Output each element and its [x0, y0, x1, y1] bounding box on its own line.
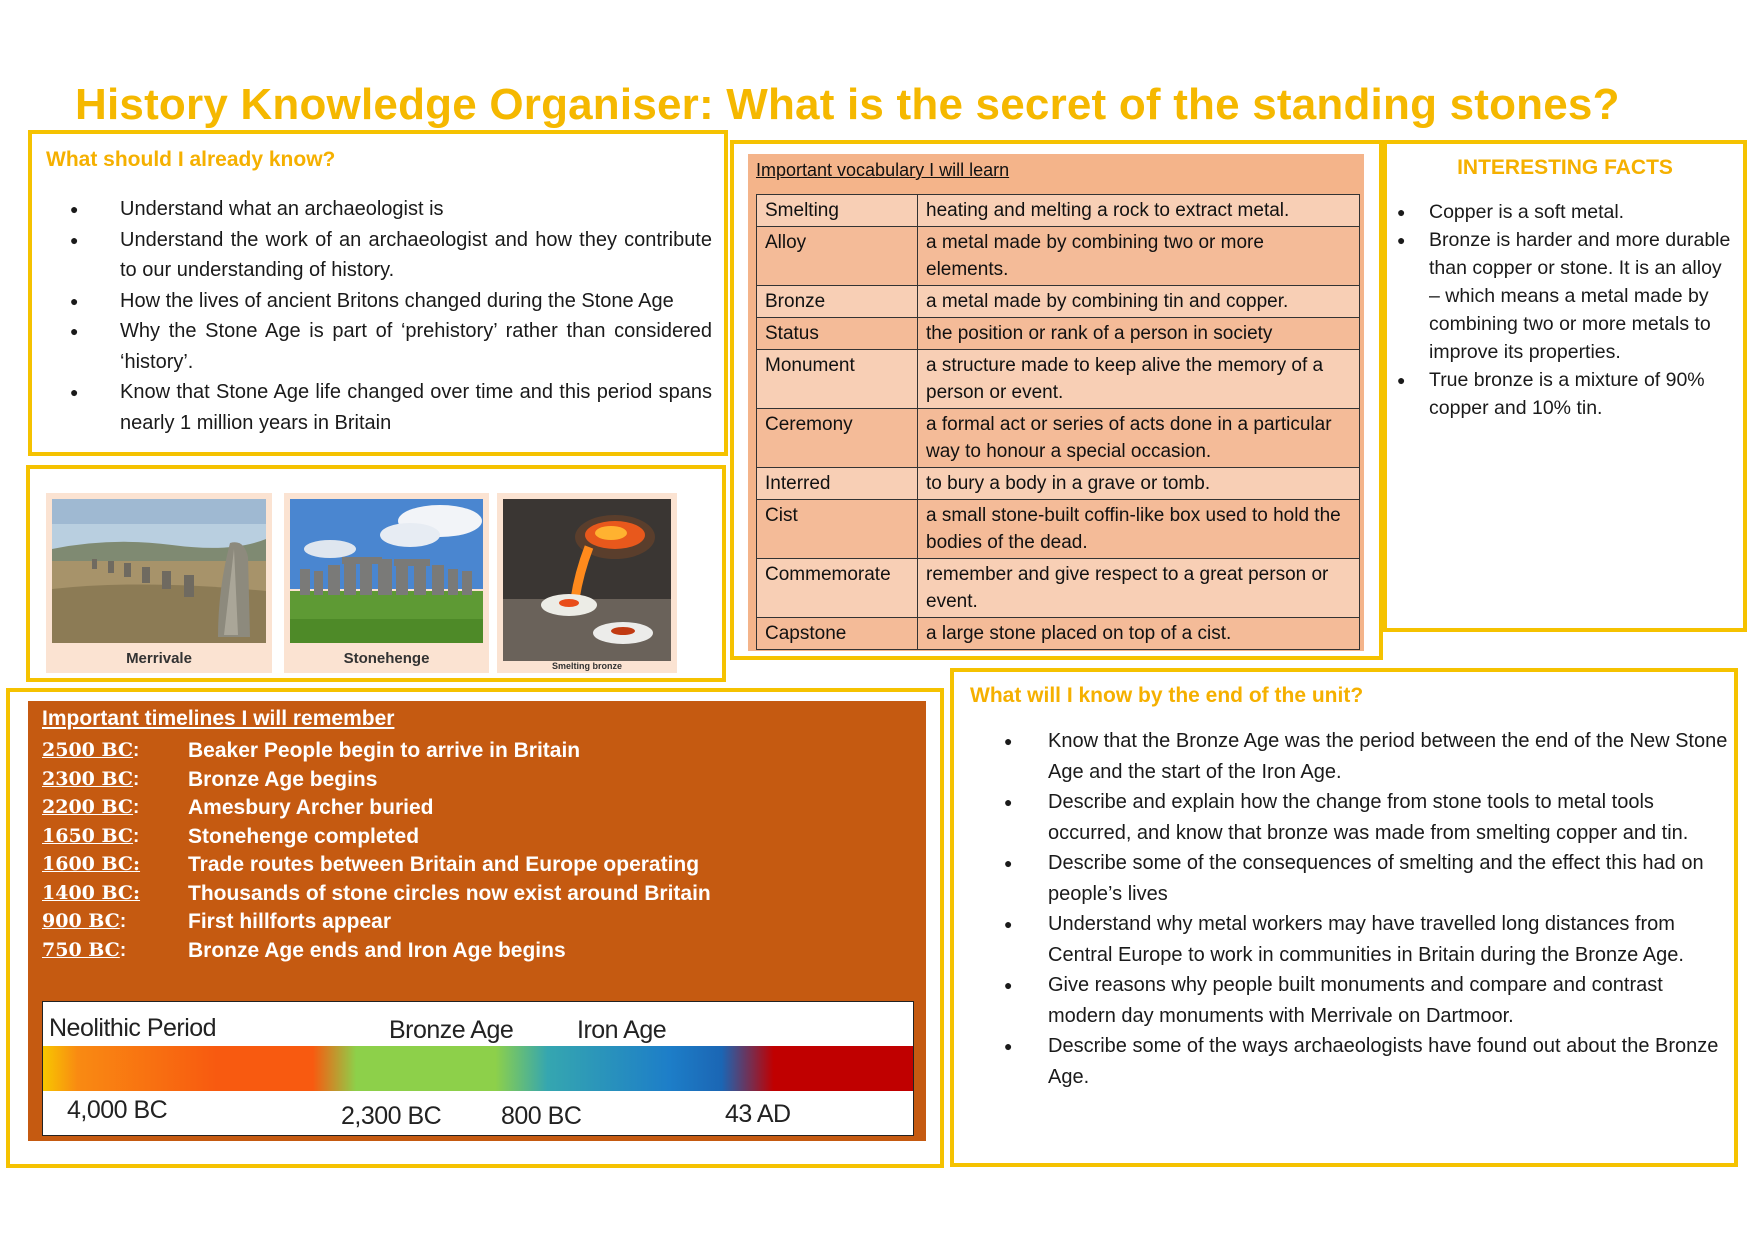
list-item: ● Bronze is harder and more durable than copper or stone. It is an alloy – which means a metal made by combining two or more metals to improve its properties. [1381, 226, 1731, 366]
vocabulary-term: Cist [757, 500, 918, 559]
list-item: ● Why the Stone Age is part of ‘prehistory’ rather than considered ‘history’. [42, 316, 712, 377]
timeline-date-separator: : [133, 768, 140, 790]
vocabulary-definition: a formal act or series of acts done in a particular way to honour a special occasion. [918, 409, 1360, 468]
vocabulary-term: Smelting [757, 195, 918, 227]
timeline-event: Amesbury Archer buried [188, 796, 434, 819]
vocabulary-row [757, 500, 1360, 559]
timeline-date-text: 900 BC [42, 910, 120, 932]
timeline-event: Thousands of stone circles now exist around Britain [188, 881, 711, 905]
vocabulary-row [757, 350, 1360, 409]
vocabulary-row [757, 318, 1360, 350]
timeline-date-text: 750 BC [42, 938, 120, 961]
timeline-date-separator: : [119, 911, 127, 932]
vocabulary-definition: a structure made to keep alive the memory of a person or event. [918, 350, 1360, 409]
vocabulary-table [756, 194, 1360, 650]
bronze-age-label: Bronze Age [389, 1016, 514, 1044]
date-label: 2,300 BC [341, 1102, 442, 1130]
merrivale-image [52, 499, 266, 643]
timeline-date-text: 1650 BC [42, 824, 134, 847]
timeline-date [42, 825, 172, 848]
images-box [26, 465, 726, 682]
timeline-date [42, 910, 172, 933]
list-item: ● Understand what an archaeologist is [42, 194, 712, 225]
merrivale-photo [46, 493, 272, 673]
timeline-event: Trade routes between Britain and Europe operating [188, 853, 700, 876]
vocabulary-term: Capstone [757, 618, 918, 650]
list-item: ● True bronze is a mixture of 90% copper and 10% tin. [1381, 366, 1731, 422]
list-item: ● Know that Stone Age life changed over time and this period spans nearly 1 million years in Britain [42, 377, 712, 438]
timeline-date [42, 768, 172, 791]
vocabulary-row [757, 559, 1360, 618]
list-item: ● How the lives of ancient Britons changed during the Stone Age [42, 286, 712, 317]
timeline-date [42, 853, 172, 875]
list-item: ● Copper is a soft metal. [1381, 198, 1731, 226]
vocabulary-term: Bronze [757, 286, 918, 318]
smelting-image [503, 499, 671, 661]
already-know-box [28, 130, 728, 456]
timeline-date [42, 939, 172, 962]
vocabulary-row [757, 227, 1360, 286]
timeline-event: Bronze Age ends and Iron Age begins [188, 938, 566, 962]
facts-heading: INTERESTING FACTS [1457, 156, 1673, 179]
already-know-heading: What should I already know? [46, 148, 336, 171]
timeline-event: Beaker People begin to arrive in Britain [188, 739, 581, 762]
neolithic-label: Neolithic Period [49, 1014, 217, 1042]
stonehenge-photo [284, 493, 489, 673]
vocabulary-term: Commemorate [757, 559, 918, 618]
timelines-panel [28, 701, 926, 1141]
vocabulary-term: Interred [757, 468, 918, 500]
list-item: ● Describe some of the consequences of smelting and the effect this had on people’s lives [968, 848, 1728, 909]
timeline-gradient [43, 1046, 913, 1091]
date-label: 4,000 BC [67, 1096, 168, 1124]
facts-box [1383, 140, 1747, 632]
timeline-date-text: 2500 BC [42, 739, 134, 761]
timeline-date [42, 796, 172, 819]
vocabulary-definition: remember and give respect to a great person or event. [918, 559, 1360, 618]
timeline-date-separator: : [133, 797, 140, 818]
vocabulary-term: Ceremony [757, 409, 918, 468]
vocabulary-box [730, 140, 1383, 660]
timeline-date [42, 882, 172, 904]
vocabulary-definition: heating and melting a rock to extract metal. [918, 195, 1360, 227]
will-know-heading: What will I know by the end of the unit? [970, 684, 1364, 707]
vocabulary-definition: the position or rank of a person in society [918, 318, 1360, 350]
vocabulary-definition: a small stone-built coffin-like box used to hold the bodies of the dead. [918, 500, 1360, 559]
timeline-date-separator: : [133, 740, 140, 761]
stonehenge-image [290, 499, 483, 643]
list-item: ● Understand why metal workers may have travelled long distances from Central Europe to work in communities in Britain during the Bronze Age. [968, 909, 1728, 970]
list-item: ● Describe some of the ways archaeologists have found out about the Bronze Age. [968, 1031, 1728, 1092]
will-know-list [968, 726, 1728, 1092]
vocabulary-term: Alloy [757, 227, 918, 286]
timeline-date-separator: : [133, 825, 140, 847]
will-know-box [950, 668, 1738, 1167]
vocabulary-term: Status [757, 318, 918, 350]
timeline-event: Stonehenge completed [188, 824, 420, 848]
smelting-photo [497, 493, 677, 673]
list-item: ● Understand the work of an archaeologist and how they contribute to our understanding of history. [42, 225, 712, 286]
page-title: History Knowledge Organiser: What is the secret of the standing stones? [75, 80, 1620, 129]
timelines-heading: Important timelines I will remember [42, 707, 395, 730]
merrivale-caption: Merrivale [126, 650, 192, 667]
vocabulary-definition: a metal made by combining two or more elements. [918, 227, 1360, 286]
vocabulary-term: Monument [757, 350, 918, 409]
list-item: ● Describe and explain how the change from stone tools to metal tools occurred, and know that bronze was made from smelting copper and tin. [968, 787, 1728, 848]
vocabulary-row [757, 195, 1360, 227]
date-label: 43 AD [725, 1100, 791, 1128]
vocabulary-heading: Important vocabulary I will learn [756, 160, 1010, 180]
timeline-date-text: 2300 BC [42, 767, 134, 790]
vocabulary-definition: to bury a body in a grave or tomb. [918, 468, 1360, 500]
stonehenge-caption: Stonehenge [343, 650, 430, 667]
vocabulary-row [757, 409, 1360, 468]
timeline-date-text: 1400 BC: [42, 881, 141, 904]
iron-age-label: Iron Age [577, 1016, 667, 1044]
timeline-event: Bronze Age begins [188, 767, 378, 791]
timeline-date [42, 739, 172, 762]
vocabulary-definition: a metal made by combining tin and copper. [918, 286, 1360, 318]
timeline-date-text: 1600 BC: [42, 853, 141, 875]
vocabulary-definition: a large stone placed on top of a cist. [918, 618, 1360, 650]
vocabulary-row [757, 618, 1360, 650]
list-item: ● Know that the Bronze Age was the period between the end of the New Stone Age and the start of the Iron Age. [968, 726, 1728, 787]
vocabulary-row [757, 286, 1360, 318]
date-label: 800 BC [501, 1102, 582, 1130]
timeline-date-separator: : [119, 939, 127, 961]
vocabulary-panel [748, 154, 1364, 651]
timeline-event: First hillforts appear [188, 910, 392, 933]
vocabulary-row [757, 468, 1360, 500]
facts-list [1381, 198, 1731, 422]
already-know-list [42, 194, 712, 438]
timelines-box [6, 688, 944, 1168]
list-item: ● Give reasons why people built monuments and compare and contrast modern day monuments with Merrivale on Dartmoor. [968, 970, 1728, 1031]
timeline-bar [42, 1001, 914, 1136]
smelting-caption: Smelting bronze [551, 661, 622, 671]
timeline-date-text: 2200 BC [42, 796, 134, 818]
